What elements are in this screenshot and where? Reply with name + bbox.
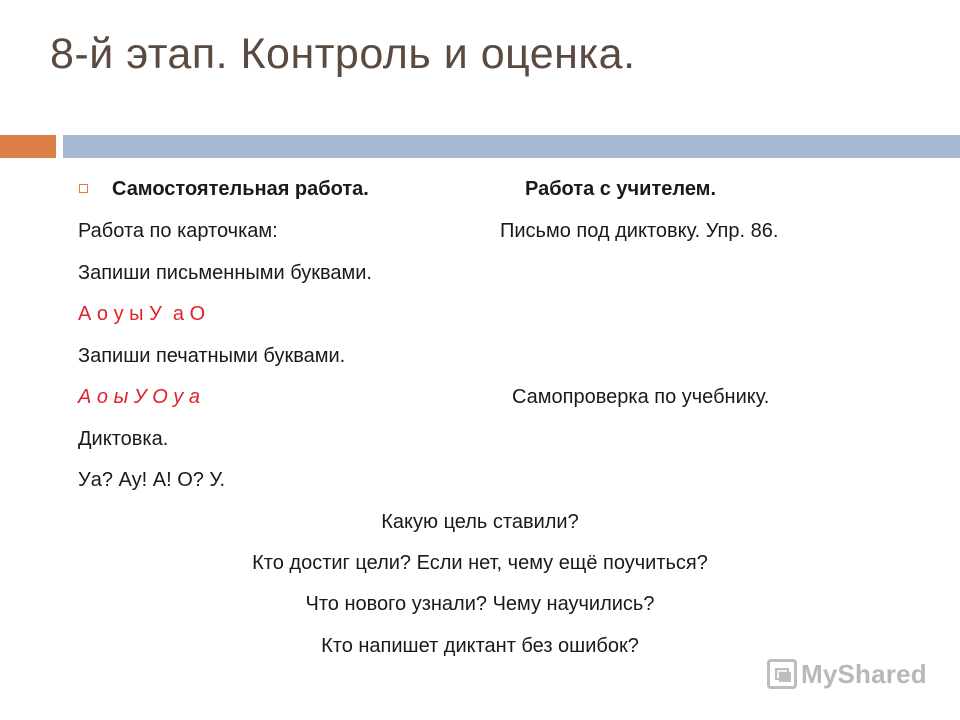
task-print: Запиши печатными буквами. <box>78 345 346 367</box>
right-heading: Работа с учителем. <box>525 178 717 200</box>
slide-title: 8-й этап. Контроль и оценка. <box>50 30 636 78</box>
dictation-text: Уа? Ау! А! О? У. <box>78 469 226 491</box>
question-item: Кто напишет диктант без ошибок? <box>321 635 639 657</box>
watermark-text: MyShared <box>801 658 927 689</box>
task-cursive: Запиши письменными буквами. <box>78 262 372 284</box>
question-item: Что нового узнали? Чему научились? <box>305 593 655 615</box>
left-heading: Самостоятельная работа. <box>112 178 369 200</box>
letters-cursive: А о ы У О у а <box>78 386 200 408</box>
accent-bar-orange <box>0 135 56 158</box>
dictation-note: Письмо под диктовку. Упр. 86. <box>500 220 779 242</box>
accent-bar-blue <box>63 135 960 158</box>
cards-label: Работа по карточкам: <box>78 220 278 242</box>
question-item: Кто достиг цели? Если нет, чему ещё поучиться? <box>252 552 708 574</box>
watermark-logo <box>767 657 927 691</box>
question-item: Какую цель ставили? <box>381 511 579 533</box>
dictation-label: Диктовка. <box>78 428 169 450</box>
letters-print: А о у ы У а О <box>78 303 206 325</box>
myshared-logo-icon <box>767 659 797 689</box>
square-bullet-icon <box>79 184 88 193</box>
self-check-note: Самопроверка по учебнику. <box>512 386 770 408</box>
